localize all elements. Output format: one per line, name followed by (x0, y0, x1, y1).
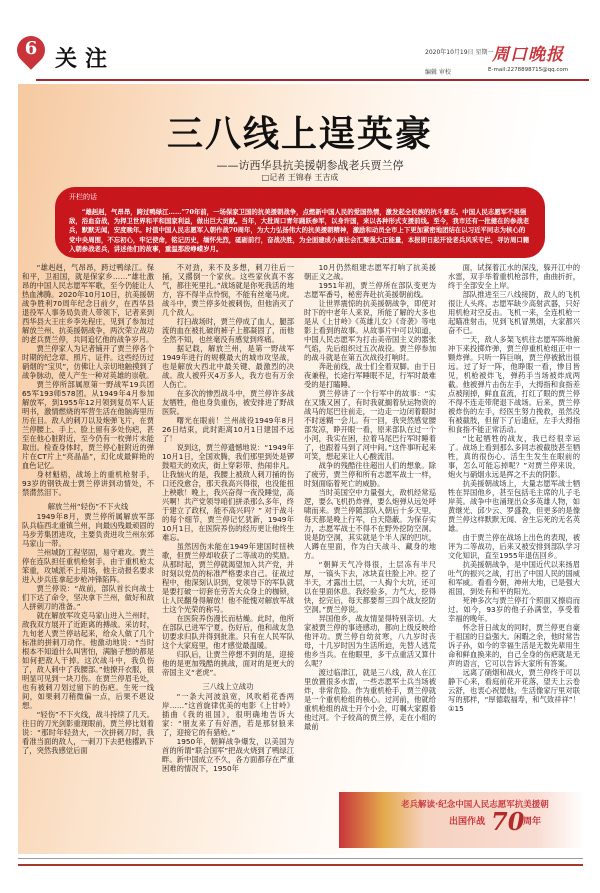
banner-title: 老兵解读·纪念中国人民志愿军抗美援朝 (401, 800, 549, 810)
article-paragraph: “朝鲜天气冷得很，土层冻有半尺厚，一镐头下去，冰块直往脸上冲。挖了半天，才露出土层，一人掏个大坑，还可以在里面休息。我经验多，力气大，挖得快，挖完后，每天都要帮三四个战友挖防空洞。”贾兰停说。 (304, 560, 436, 614)
article-paragraph: 10月仍然组建志愿军打响了抗美援朝正义之战。 (304, 263, 436, 281)
article-paragraph: 贾兰停所部属原第一野战军19兵团65军193师578团。从1949年4月参加解放军，到1955年12月领到复员军人证明书，激情燃烧的军营生活在他脑海里历历在目。敌人的刺刀以及炮弹飞片，在贾兰停腰上、手上、脸上留有多处伤疤，甚至在他心脏附近，至今仍有一枚弹片未能取出。检查身体时，贾兰停心脏附近的弹片在CT片上“亮晶晶”，幻化成最鲜艳的血色记忆。 (22, 380, 154, 470)
page-number: 6 (24, 38, 38, 59)
article-paragraph: 打扫战场时，贾兰停成了血人，腿部流的血在被扎破的裤子上都凝固了，而他全然不知，也丝毫没有感觉到疼痛。 (162, 317, 294, 344)
article-paragraph: 异国他乡，战友情显得特别亲切。大家被贾兰停的事迹感动，都向上级反映给他评功。贾兰停自幼贫寒，八九岁时丧母，十几岁时因为生活所迫，先替人逃荒他乡当兵。在他眼里，多干点重活又算什么呢？ (304, 614, 436, 668)
article-byline: □记者 王锦春 王吉成 (261, 173, 339, 182)
article-paragraph: 由于贾兰停在战场上出色的表现，被评为二等战功，后来又被安排到部队学习文化知识，直至1955年退伍回乡。 (448, 533, 580, 560)
article-subtitle: ——访西华县抗美援朝参战老兵贾兰停 (216, 159, 404, 172)
issue-date: 2020年10月19日 星期一 (425, 49, 494, 56)
contact-email: E-mail:2278898715@qq.com (488, 67, 569, 73)
article-column-3 (304, 263, 436, 731)
article-paragraph: 曙光在眼前！兰州战役1949年8月26日结束，此时距离10月1日建国不远了！ (162, 416, 294, 443)
article-paragraph: 抗美援朝战争，是中国近代以来扬眉吐气的振兴之战，打出了中国人民的国威和军威。看看今朝，神州大地，已是强大祖国，到处有和平的阳光。 (448, 560, 580, 596)
article-column-1 (22, 263, 154, 755)
article-paragraph: 贾兰停讲了一个行军中的故事：“实在又饿又困了，有时我就搁着驮运物资的战马的尾巴往前走，一边走一边闭着眼时不时迷糊一会儿。有一回，我突然感觉腰部发凉，睁开眼一看，原来部队在过一个小河，我实在困，拉着马尾巴行军时睡着了，也跟着马到了河中间。”这件事听起来可笑，想起来让人心酸流泪。 (304, 389, 436, 461)
article-paragraph: 部队推进至三八线接防，敌人的飞机很让人头疼。志愿军缺少高射武器，只好用机枪对空反击。飞机一来，全连机枪一起瞄准射击，见到飞机冒黑烟，大家都兴奋不已。 (448, 290, 580, 335)
article-paragraph: 贾兰停说：“战前，部队首长向战士们下达了命令，坚决拿下兰州，做好和敌人拼刺刀的准备。” (22, 584, 154, 611)
intro-text: “雄赳赳，气昂昂，跨过鸭绿江……”70年前，一场保家卫国的抗美援朝战争，点燃新中国人民的爱国热情，激发起全民族的抗斗意志。中国人民志愿军不畏强敌，浴血奋战，为捍卫世界和平和国家利益，做出巨大贡献。当年，大批周口青年踊跃参军，以身许国，来以各种形式支援前线。至今，我市还有一批健在的参战老兵，默默无闻，安度晚年。时值中国人民志愿军入朝作战70周年，为大力弘扬伟大的抗美援朝精神，激励和动员全市上下更加紧密地团结在以习近平同志为核心的党中央周围，不忘初心，牢记使命，铭记历史，缅怀先烈，砥砺前行，奋战决胜，为全面建成小康社会汇聚强大正能量，本报即日起开设老兵风采专栏，寻访周口籍入朝参战老兵，讲述他们的故事，重温那段峥嵘岁月。 (69, 208, 530, 253)
footer-rule-gray (18, 858, 583, 859)
article-column-4 (448, 263, 580, 713)
article-paragraph: 抗美援朝战场上，大量志愿军战士牺牲在异国他乡，甚至包括毛主席的儿子毛岸英。战争中也涌现出众多英雄人物，如黄继光、邱少云、罗盛教，但更多的是像贾兰停这样默默无闻、舍生忘死的无名英雄。 (448, 479, 580, 533)
article-paragraph: 1951年初，贾兰停所在部队变更为志愿军番号，秘密奔赴抗美援朝前线。 (304, 281, 436, 299)
newspaper-logo: 周口晚报 (492, 45, 564, 65)
article-paragraph: 一天，敌人多架飞机往志愿军阵地俯冲下来投掷炸弹，贾兰停重机枪组正中一颗炸弹。只听一阵巨响，贾兰停被掀出很远。过了好一阵，他睁眼一看，惨目皆见，机枪被炸飞，弹药手当场被炸成两截。他被弹片击伤左手，大拇指和食指差点被削掉，鲜血直流，打红了眼的贾兰停不得不连走带爬退下战场。后来，贾兰停被炸伤的左手，经医生努力挽救，虽然没有被截肢，但留下了后遗症，左手大拇指和食指不能正常活动。 (448, 335, 580, 434)
banner-subtitle: 出国作战 (449, 817, 486, 827)
article-paragraph: 1950年，朝鲜战争爆发，以美国为首的所谓“联合国军”把战火烧到了鸭绿江畔。新中国成立不久，各方面都存在严重困难的情况下，1950年 (162, 737, 294, 773)
banner-suffix: 周年 (523, 817, 542, 827)
article-paragraph: 怀念昔日战友的同时，贾兰停更自豪于祖国的日益强大。闲暇之余，他时常告诉子孙，如今的幸福生活是无数先辈用生命和鲜血换来的，自己全身的伤疤就是无声的语言，它可以告诉大家所有答案。 (448, 623, 580, 668)
article-paragraph: 在多次的惨烈战斗中，贾兰停许多战友牺牲，他也身负重伤，被安排进了野战医院。 (162, 389, 294, 416)
article-paragraph: 渡过临津江，就是三八线，敌人在江里放置很多水雷，一些志愿军士兵当场被炸，非常危险。作为重机枪手，贾兰停就是一个重机枪组的核心。过河前，他就给重机枪组的战士开个小会，叮嘱大家跟着他过河。个子较高的贾兰停，走在小组的最前 (304, 668, 436, 731)
article-paragraph: 当时美国空中力量强大，敌机经常巡逻，要么飞机扔炸弹，要么炮弹从远处呼啸而来。贾兰停随部队入朝后十多天里，每天都是晚上行军，白天隐蔽。为保存实力，志愿军战士不得不在野外挖防空洞。说是防空洞，其实就是个半人深的凹坑，人蹲在里面，作为白天战斗、藏身的地方。 (304, 488, 436, 560)
article-paragraph: 说到这，贾兰停遗憾地说：“1949年10月1日，全国欢腾，我们那里到处是锣鼓喧天的欢庆，街上穿彩带、热闹非凡。让我恼火的是，我腰上被敌人刺刀捅的伤口还没愈合，那天我高兴得很，也没能扭上秧歌！晚上，我兴奋得一夜没睡觉，高兴啊！共产党领导咱们拼杀那么多年，终于建立了政权，能不高兴吗？” 对于战斗的每个细节，贾兰停记忆犹新，1949年10月1日，在医院养伤的经历更让他终生难忘。 (162, 443, 294, 542)
article-paragraph: “比起牺牲的战友，我已经很幸运了。战场上看到那么多同志被截肢甚至牺牲，真的很伤心。活生生发生在眼前的事，怎么可能忘掉呢？”对贾兰停来说，炮火与硝烟永远是挥之不去的阴影。 (448, 434, 580, 479)
header-rule (36, 79, 589, 81)
banner-number: 70 (491, 807, 525, 836)
article-column-2 (162, 263, 294, 773)
anniversary-banner (339, 792, 585, 848)
article-paragraph: 奔赴前线，战士们全着双脚。由于日夜兼程，长途行军睡眠不足，行军时最难受的是打瞌睡。 (304, 362, 436, 389)
section-subheading: 三八线上立战功 (202, 682, 254, 691)
article-paragraph: 归队后，让贾兰停想不到的是，迎接他的是更加残酷的挑战，面对的是更大的帝国主义“老虎”。 (162, 650, 294, 677)
article-paragraph: 远离了硝烟和战火，贾兰停终于可以静下心来，看庭前花开花落，望天上云卷云舒，也衷心祝愿他，生活像家厅里对联写的那样，“厚德载福寿，和气致祥祥”！①15 (448, 668, 580, 713)
intro-label: 开栏的话 (69, 193, 97, 201)
article-paragraph: 死神多次与贾兰停打个照面又擦肩而过。如今，93岁的他子孙满堂，享受着幸福的晚年。 (448, 596, 580, 623)
article-paragraph: 不对劲，来不及多想，刺刀往后一捅，又撂倒一个家伙。这些家伙真不客气，都往死里扎。”战场就是你死我活的地方，容不得半点怜悯，不能有丝毫马虎。战斗中，贾兰停多处被刺伤，但他消灭了几个敌人。 (162, 263, 294, 317)
article-paragraph: “轻伤”不下火线，战斗持续了几天。往日的刀光剑影重现眼前，贾兰停比划着说：“那时年轻劲大，一次拼刺刀时，我看准当面的敌人，一刺刀下去把他撂趴下了，突然我感觉后面 (22, 710, 154, 755)
article-paragraph: 战争的残酷往往超出人们的想象。除了疲劳，贾兰停和所有志愿军战士一样，时刻面临着死亡的威胁。 (304, 461, 436, 488)
section-title: 关注 (55, 46, 116, 72)
article-paragraph: 在医院养伤漫长而枯燥。此时，他所在部队已进军宁夏。伤好后，他和战友急切要求归队并得到批准。只有在人民军队这个大家庭里，他才感觉最温暖。 (162, 614, 294, 650)
article-paragraph: 1949年8月，贾兰停所属解放军部队兵临西北重镇兰州，向最凶残最顽固的马步芳集团进攻，主要负责进攻兰州东郊马家山一带。 (22, 512, 154, 548)
editor-credit: 编辑 审校 (425, 69, 451, 76)
article-paragraph: 面，试探着江水的深浅，躲开江中的水雷，双手举着重机枪部件，曲曲折折，终于全部安全上岸。 (448, 263, 580, 290)
article-paragraph: 虽然因伤未能在1949年建国时扭秧歌，但贾兰停却收获了二等战功的奖励。从那时起，贾兰停就渴望加入共产党，并时刻以党员的标准严格要求自己。征战过程中，他深刻认识到，党领导下的军队就是要打破一切套在劳苦大众身上的枷锁，让人民翻身得解放！他不能愧对解放军战士这个光荣的称号。 (162, 542, 294, 614)
article-paragraph: 让世界震惊的抗美援朝战争，即使对时下的中老年人来说，所能了解的大多也是从《上甘岭》《英雄儿女》《奇袭》等电影上看到的故事。从故事片中可以知道，中国人民志愿军为打击美帝国主义的嚣张气焰，先后组织过五次战役。贾兰停参加的战斗就是在第五次战役打响时。 (304, 299, 436, 362)
footer-rule-red (18, 864, 583, 866)
article-paragraph: “雄赳赳，气昂昂，跨过鸭绿江。保和平，卫祖国，就是保家乡……”雄壮激昂的中国人民志愿军军歌，至今仍能让人热血沸腾。2020年10月10日，抗美援朝战争胜利70周年纪念日前夕，在西华县退役军人事务局负责人带领下，记者来到西华县大王庄乡李先程庄，见到了参加过解放兰州、抗美援朝战争，两次荣立战功的老兵贾兰停，共同追忆他的战争岁月。 (22, 263, 154, 344)
article-paragraph: “一条大河波浪宽，风吹稻花香两岸……”这首旋律优美的电影《上甘岭》插曲《我的祖国》，很明确地告诉大家：“朋友来了有好酒，若是那豺狼来了，迎接它的有猎枪。” (162, 692, 294, 737)
intro-box (55, 187, 545, 258)
article-paragraph: 身材魁梧，战场上的重机枪射手，93岁的钢铁战士贾兰停讲到动情处，不禁潸然泪下。 (22, 470, 154, 497)
section-subheading: 解放兰州“轻伤”不下火线 (47, 502, 129, 511)
article-title: 三八线上逞英豪 (166, 113, 433, 155)
article-paragraph: 兰州城防工程坚固，易守难攻。贾兰停在连队担任重机枪射手，由于重机枪太笨重，攻城派不上用场，他主动报名要求进入步兵连拿起步枪冲锋陷阵。 (22, 548, 154, 584)
article-paragraph: 据记载，解放兰州，是第一野战军1949年进行的规模最大的城市攻坚战，也是解放大西北中最关键、最激烈的决战。敌人被歼灭4万多人，我方也有万余人伤亡。 (162, 344, 294, 389)
article-paragraph: 就在解放军攻克马家山进入兰州时，敌我双方展开了近距离的搏战。采访时，九旬老人贾兰停站起来，给众人做了几个标准的拼刺刀动作。他激动地说：“当时根本不知道什么叫害怕，满脑子想的都是如何把敌人干掉。这次战斗中，我负伤了，敌人刺中了我腰部。”他撩开衣服，很明显可见到一块刀伤。在贾兰停眉毛处，也有被刺刀划过留下的伤疤。生死一线间，如果刺刀稍微偏一点，后果不堪设想。 (22, 611, 154, 710)
article-paragraph: 贾兰停家人为记者铺开了贾兰停各个时期的纪念章、照片、证件。这些经历过硝烟的“宝贝”，仿佛让人亲切地触摸到了战争脉动，使人产生一种对英雄的崇敬。 (22, 344, 154, 380)
